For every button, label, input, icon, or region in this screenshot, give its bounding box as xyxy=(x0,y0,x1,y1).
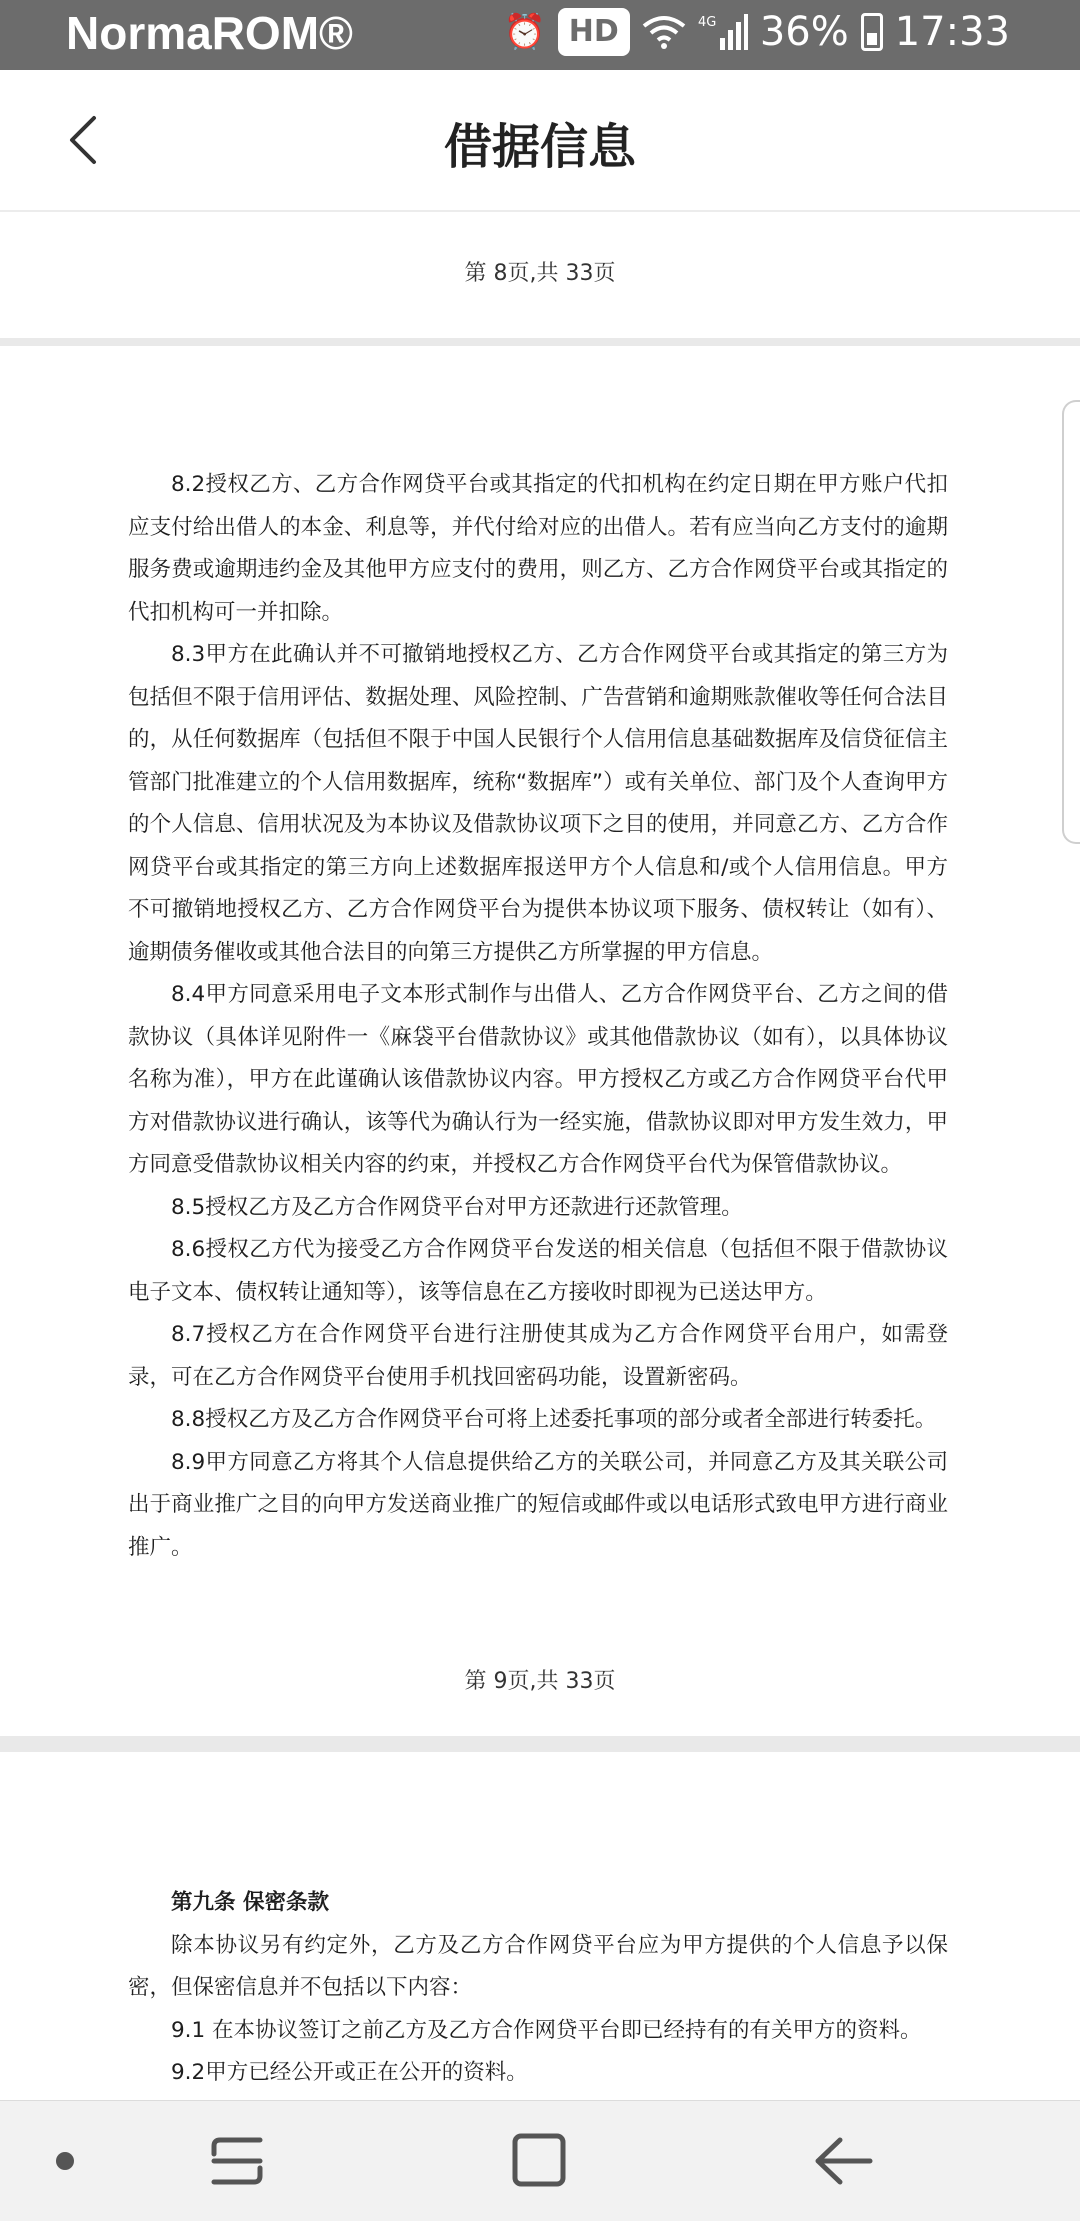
clause-8-9: 8.9甲方同意乙方将其个人信息提供给乙方的关联公司，并同意乙方及其关联公司出于商业推广之目的向甲方发送商业推广的短信或邮件或以电话形式致电甲方进行商业推广。 xyxy=(128,1449,948,1560)
clause-8-4: 8.4甲方同意采用电子文本形式制作与出借人、乙方合作网贷平台、乙方之间的借款协议（具体详见附件一《麻袋平台借款协议》或其他借款协议（如有），以具体协议名称为准），甲方在此谨确认该借款协议内容。甲方授权乙方或乙方合作网贷平台代甲方对借款协议进行确认，该等代为确认行为一经实施，借款协议即对甲方发生效力，甲方同意受借款协议相关内容的约束，并授权乙方合作网贷平台代为保管借款协议。 xyxy=(128,982,948,1177)
network-type-label: 4G xyxy=(697,15,717,30)
clause-8-6: 8.6授权乙方代为接受乙方合作网贷平台发送的相关信息（包括但不限于借款协议电子文本、债权转让通知等），该等信息在乙方接收时即视为已送达甲方。 xyxy=(128,1237,948,1305)
clause-8-5: 8.5授权乙方及乙方合作网贷平台对甲方还款进行还款管理。 xyxy=(171,1194,743,1220)
section-heading: 第九条 保密条款 xyxy=(171,1890,329,1915)
page-title: 借据信息 xyxy=(443,119,636,175)
document-page-8 xyxy=(0,212,1080,338)
status-icons xyxy=(503,8,1010,56)
dot-icon[interactable] xyxy=(30,2126,100,2196)
document-body xyxy=(128,1882,948,2095)
battery-icon xyxy=(861,13,883,51)
confidentiality-intro: 除本协议另有约定外，乙方及乙方合作网贷平台应为甲方提供的个人信息予以保密，但保密信息并不包括以下内容： xyxy=(128,1932,948,2000)
document-page-9 xyxy=(0,346,1080,1736)
hd-badge: HD xyxy=(558,8,630,56)
document-body xyxy=(128,464,948,1569)
carrier-label: NormaROM® xyxy=(66,7,353,59)
clause-8-3: 8.3甲方在此确认并不可撤销地授权乙方、乙方合作网贷平台或其指定的第三方为包括但不限于信用评估、数据处理、风险控制、广告营销和逾期账款催收等任何合法目的，从任何数据库（包括但不限于中国人民银行个人信用信息基础数据库及信贷征信主管部门批准建立的个人信用数据库，统称“数据库”）或有关单位、部门及个人查询甲方的个人信息、信用状况及为本协议及借款协议项下之目的使用，并同意乙方、乙方合作网贷平台或其指定的第三方向上述数据库报送甲方个人信息和/或个人信用信息。甲方不可撤销地授权乙方、乙方合作网贷平台为提供本协议项下服务、债权转让（如有）、逾期债务催收或其他合法目的向第三方提供乙方所掌握的甲方信息。 xyxy=(128,642,948,965)
app-header xyxy=(0,70,1080,212)
battery-percent: 36% xyxy=(759,9,849,55)
recents-icon[interactable] xyxy=(202,2126,272,2196)
page-number-label: 第 9页,共 33页 xyxy=(464,1669,616,1694)
clause-8-7: 8.7授权乙方在合作网贷平台进行注册使其成为乙方合作网贷平台用户，如需登录，可在乙方合作网贷平台使用手机找回密码功能，设置新密码。 xyxy=(128,1322,948,1390)
status-bar xyxy=(0,0,1080,70)
clause-8-2: 8.2授权乙方、乙方合作网贷平台或其指定的代扣机构在约定日期在甲方账户代扣应支付给出借人的本金、利息等，并代付给对应的出借人。若有应当向乙方支付的逾期服务费或逾期违约金及其他甲方应支付的费用，则乙方、乙方合作网贷平台或其指定的代扣机构可一并扣除。 xyxy=(128,472,948,625)
clause-9-2: 9.2甲方已经公开或正在公开的资料。 xyxy=(171,2060,528,2085)
clause-9-1: 9.1 在本协议签订之前乙方及乙方合作网贷平台即已经持有的有关甲方的资料。 xyxy=(171,2017,922,2043)
navigation-bar xyxy=(0,2100,1080,2221)
signal-icon xyxy=(698,12,748,52)
back-icon[interactable] xyxy=(808,2126,878,2196)
edge-panel-handle[interactable] xyxy=(1062,400,1080,844)
home-icon[interactable] xyxy=(505,2126,575,2196)
page-number-label: 第 8页,共 33页 xyxy=(464,261,616,286)
wifi-icon xyxy=(642,14,686,50)
alarm-icon: ⏰ xyxy=(503,12,546,52)
clause-8-8: 8.8授权乙方及乙方合作网贷平台可将上述委托事项的部分或者全部进行转委托。 xyxy=(171,1407,937,1432)
clock: 17:33 xyxy=(894,9,1010,55)
document-page-10 xyxy=(0,1752,1080,2100)
